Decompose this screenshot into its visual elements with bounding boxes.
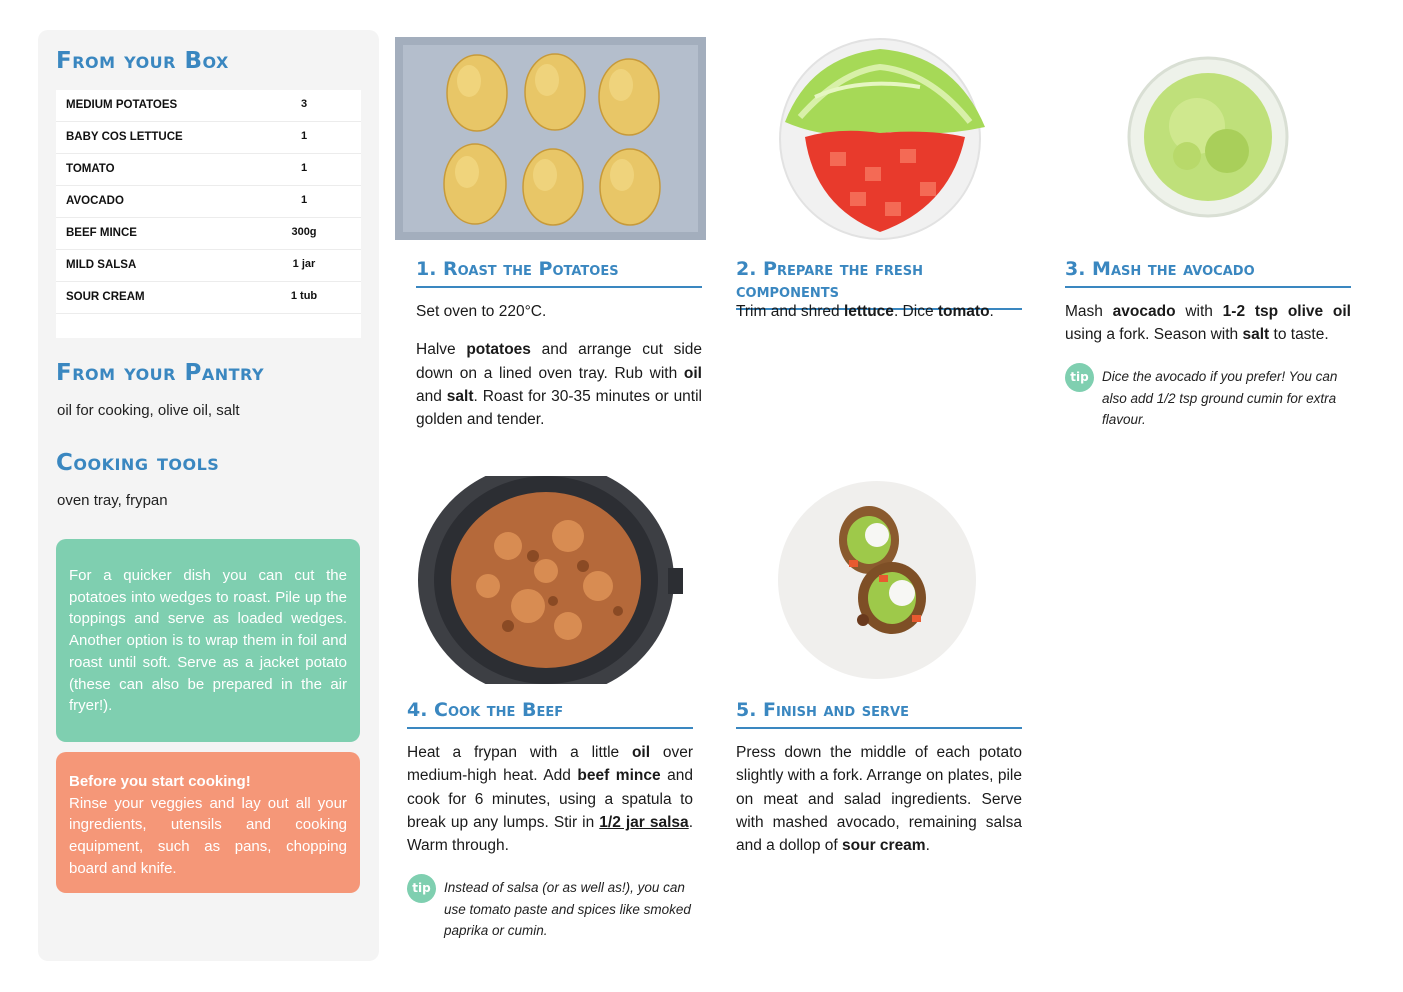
quicker-dish-tip-text: For a quicker dish you can cut the potatoes into wedges to roast. Pile up the toppings and serve as loaded wedges. Another option is to wrap them in foil and roast until soft. Serve as a jacket potato (these can also be prepared in the air fryer!). — [69, 567, 347, 715]
ingredient-name: MEDIUM POTATOES — [66, 99, 178, 111]
step-3-tip-text: Dice the avocado if you prefer! You can also add 1/2 tsp ground cumin for extra flavour. — [1102, 369, 1338, 427]
step-5-title: 5. Finish and serve — [736, 699, 1022, 729]
step-4-body: Heat a frypan with a little oil over medium-high heat. Add beef mince and cook for 6 minutes, using a spatula to break up any lumps. Stir in 1/2 jar salsa. Warm through. — [407, 744, 693, 855]
step-1-body — [416, 300, 702, 446]
step-4-tip — [407, 874, 697, 944]
box-ingredient-row — [56, 282, 361, 314]
box-ingredient-row — [56, 250, 361, 282]
ingredient-name: TOMATO — [66, 163, 115, 175]
ingredient-quantity: 1 tub — [290, 290, 318, 302]
ingredient-name: BABY COS LETTUCE — [66, 131, 183, 143]
box-ingredients-table — [56, 90, 361, 338]
mashed-avocado-photo — [1127, 56, 1290, 219]
ingredient-name: BEEF MINCE — [66, 227, 137, 239]
step-4-title: 4. Cook the Beef — [407, 699, 693, 729]
step-1-para-1: Set oven to 220°C. — [416, 303, 547, 320]
cooking-tools-heading: Cooking tools — [56, 450, 220, 476]
ingredient-quantity: 1 — [300, 130, 308, 142]
roasted-potatoes-photo — [395, 37, 706, 240]
step-1-para-2: Halve potatoes and arrange cut side down on a lined oven tray. Rub with oil and salt. Roast for 30-35 minutes or until golden and tender. — [416, 341, 703, 429]
ingredient-name: MILD SALSA — [66, 259, 137, 271]
lettuce-tomato-photo — [770, 37, 990, 242]
ingredient-name: SOUR CREAM — [66, 291, 145, 303]
ingredient-quantity: 1 jar — [292, 258, 316, 270]
step-4-tip-text: Instead of salsa (or as well as!), you can use tomato paste and spices like smoked paprika or cumin. — [444, 880, 691, 938]
ingredient-quantity: 1 — [300, 194, 308, 206]
step-1-title: 1. Roast the Potatoes — [416, 258, 702, 288]
step-2-body: Trim and shred lettuce. Dice tomato. — [736, 303, 994, 320]
from-your-box-heading: From your Box — [56, 48, 229, 74]
ingredient-quantity: 300g — [291, 226, 317, 238]
step-3-tip — [1065, 363, 1351, 433]
step-3-title: 3. Mash the avocado — [1065, 258, 1351, 288]
ingredient-name: AVOCADO — [66, 195, 124, 207]
tip-icon: tip — [1065, 363, 1094, 392]
cooking-tools-text: oven tray, frypan — [57, 492, 168, 509]
finished-dish-photo — [777, 480, 977, 680]
box-ingredient-row — [56, 218, 361, 250]
box-ingredient-row — [56, 90, 361, 122]
ingredient-quantity: 1 — [300, 162, 308, 174]
quicker-dish-tip-box — [56, 539, 360, 742]
box-ingredient-row — [56, 122, 361, 154]
before-you-start-title: Before you start cooking! — [69, 773, 251, 790]
from-your-pantry-heading: From your Pantry — [56, 360, 265, 386]
box-ingredient-row — [56, 186, 361, 218]
before-you-start-text: Rinse your veggies and lay out all your ingredients, utensils and cooking equipment, such as pans, chopping board and knife. — [69, 794, 347, 877]
ingredient-quantity: 3 — [300, 98, 308, 110]
step-3-body: Mash avocado with 1-2 tsp olive oil using a fork. Season with salt to taste. — [1065, 303, 1351, 344]
tip-icon: tip — [407, 874, 436, 903]
pantry-text: oil for cooking, olive oil, salt — [57, 402, 240, 419]
before-you-start-box — [56, 752, 360, 893]
box-ingredient-row — [56, 154, 361, 186]
step-5-body: Press down the middle of each potato slightly with a fork. Arrange on plates, pile on meat and salad ingredients. Serve with mashed avocado, remaining salsa and a dollop of sour cream. — [736, 744, 1022, 855]
beef-frypan-photo — [418, 476, 683, 684]
step-2-title: 2. Prepare the fresh components — [736, 258, 1022, 310]
